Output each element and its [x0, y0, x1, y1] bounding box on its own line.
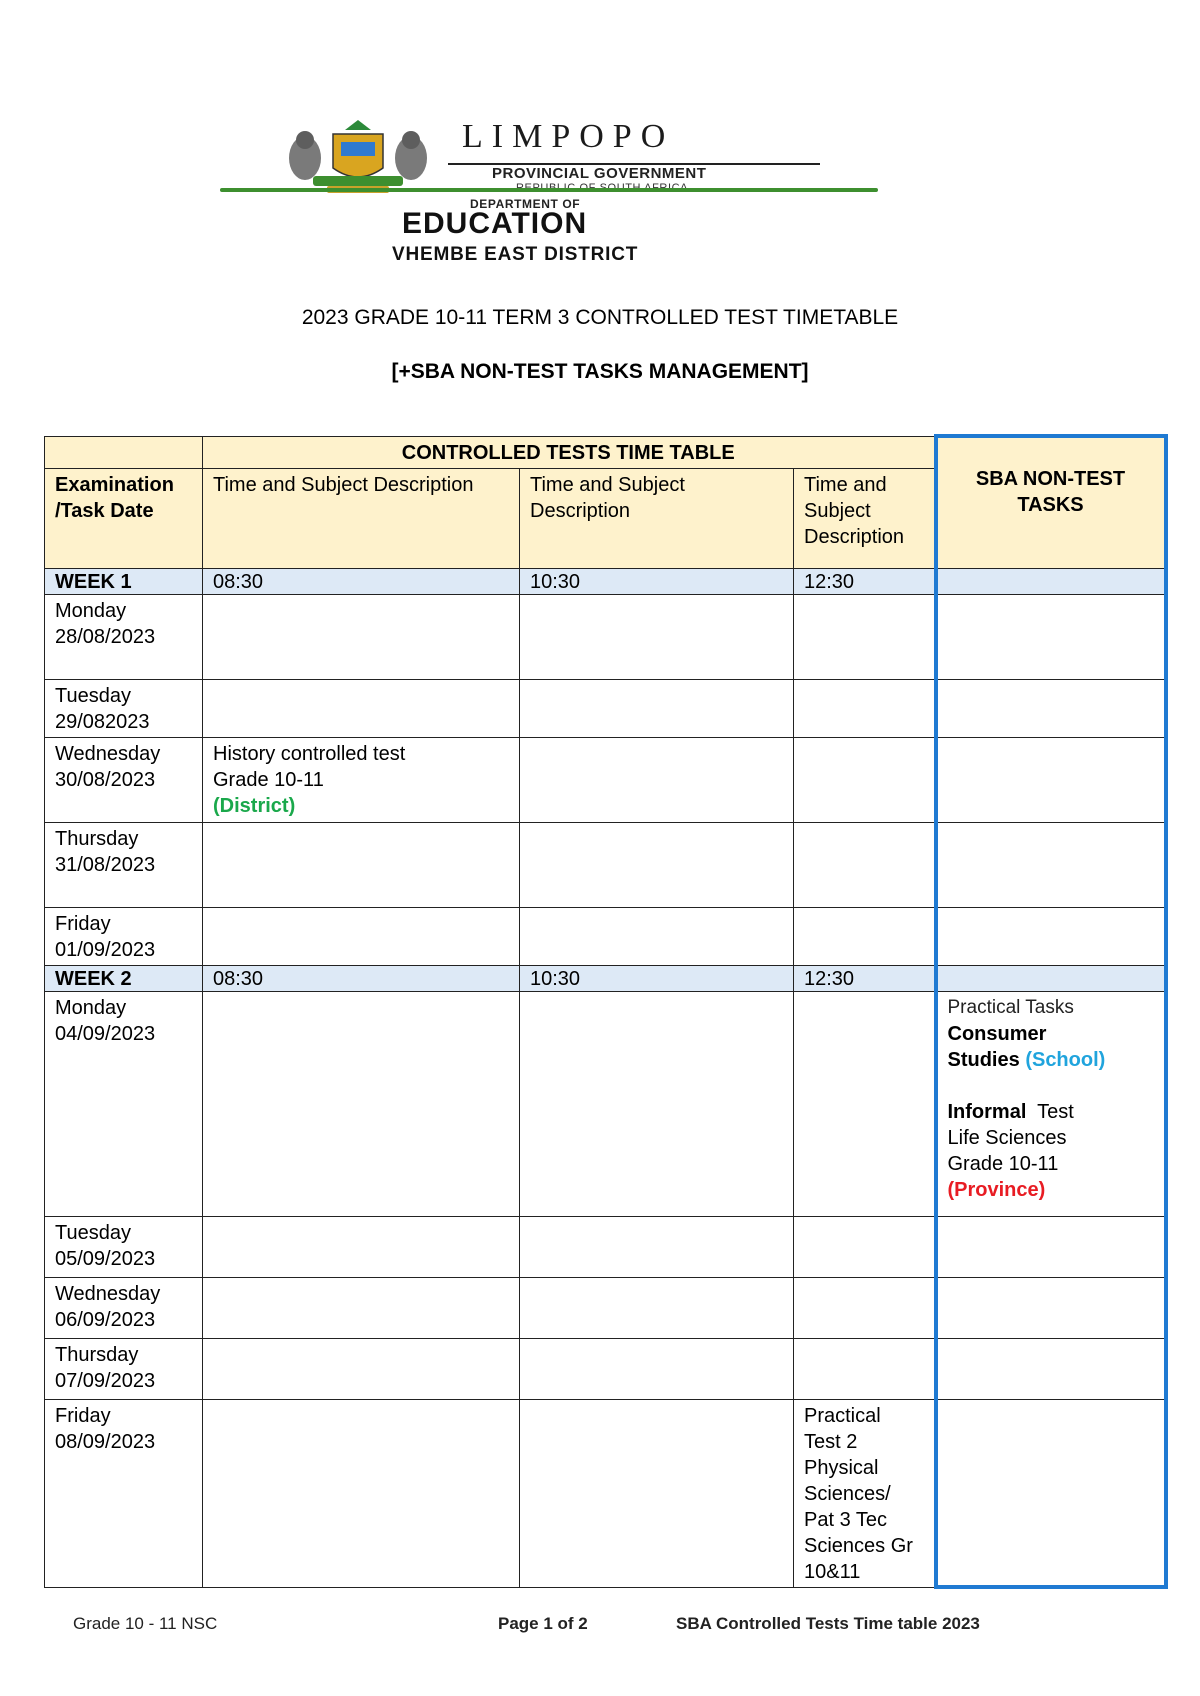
day-name: Thursday	[55, 827, 139, 850]
table-row	[45, 1277, 1166, 1338]
sba-task-1-line2	[948, 1047, 1154, 1073]
sba-column-header: SBA NON-TEST TASKS	[936, 436, 1166, 568]
letterhead	[0, 110, 1200, 270]
subject-cell	[794, 991, 936, 1216]
practical-line: Practical	[804, 1404, 881, 1427]
subject-cell	[203, 679, 520, 737]
date-cell	[45, 1277, 203, 1338]
date-value: 28/08/2023	[55, 625, 156, 648]
subject-cell	[203, 991, 520, 1216]
time-slot: 08:30	[203, 568, 520, 594]
province-tag: (Province)	[947, 1178, 1046, 1201]
school-tag: (School)	[1025, 1048, 1106, 1071]
date-value: 04/09/2023	[55, 1022, 156, 1045]
spacer	[948, 1073, 1154, 1099]
table-row	[45, 1338, 1166, 1399]
subject-cell	[794, 679, 936, 737]
subject-cell	[794, 594, 936, 679]
subject-cell	[203, 1277, 520, 1338]
test-grade: Grade 10-11	[213, 768, 324, 791]
sba-cell	[936, 907, 1166, 965]
footer-page-number: Page 1 of 2	[498, 1614, 588, 1633]
date-cell	[45, 737, 203, 822]
subject-cell	[203, 1338, 520, 1399]
header-subject-1: Time and Subject Description	[203, 468, 520, 568]
subject-cell	[794, 737, 936, 822]
time-slot: 10:30	[520, 965, 794, 991]
date-value: 29/082023	[55, 710, 150, 733]
table-row	[45, 1216, 1166, 1277]
sba-task-1-subject: Studies	[947, 1048, 1020, 1071]
day-name: Friday	[55, 912, 111, 935]
sba-cell	[936, 965, 1166, 991]
week-label: WEEK 2	[45, 965, 203, 991]
logo-subtitle: PROVINCIAL GOVERNMENT	[492, 165, 707, 182]
footer-left: Grade 10 - 11 NSC	[73, 1614, 218, 1633]
logo-title: LIMPOPO	[462, 118, 675, 155]
sba-cell	[936, 594, 1166, 679]
table-row	[45, 907, 1166, 965]
week-label: WEEK 1	[45, 568, 203, 594]
subject-cell	[203, 737, 520, 822]
table-row	[45, 991, 1166, 1216]
day-name: Wednesday	[55, 742, 161, 765]
day-name: Tuesday	[55, 1221, 131, 1244]
practical-line: Sciences Gr	[804, 1534, 913, 1557]
document-title: 2023 GRADE 10-11 TERM 3 CONTROLLED TEST TIMETABLE	[301, 306, 899, 329]
date-cell	[45, 1399, 203, 1587]
date-value: 07/09/2023	[55, 1369, 156, 1392]
test-name: History controlled test	[213, 742, 406, 765]
day-name: Thursday	[55, 1343, 139, 1366]
subject-cell	[520, 1399, 794, 1587]
subject-cell	[794, 1277, 936, 1338]
district-tag: (District)	[213, 794, 296, 817]
day-name: Wednesday	[55, 1282, 161, 1305]
subject-cell	[520, 737, 794, 822]
date-value: 30/08/2023	[55, 768, 156, 791]
time-slot: 08:30	[203, 965, 520, 991]
day-name: Tuesday	[55, 684, 131, 707]
week-row	[45, 965, 1166, 991]
date-cell	[45, 679, 203, 737]
header-date: Examination /Task Date	[45, 468, 203, 568]
sba-cell	[936, 822, 1166, 907]
logo-green-bar	[220, 188, 878, 192]
department-name: EDUCATION	[402, 207, 588, 240]
subject-cell	[520, 679, 794, 737]
table-row	[45, 737, 1166, 822]
sba-task-2	[948, 1099, 1154, 1125]
subject-cell	[794, 907, 936, 965]
header-empty-cell	[45, 436, 203, 468]
date-value: 08/09/2023	[55, 1430, 156, 1453]
subject-cell	[203, 1216, 520, 1277]
controlled-tests-title: CONTROLLED TESTS TIME TABLE	[203, 436, 936, 468]
practical-line: 10&11	[804, 1560, 861, 1583]
subject-cell	[794, 1338, 936, 1399]
subject-cell	[520, 1338, 794, 1399]
table-row	[45, 594, 1166, 679]
date-cell	[45, 907, 203, 965]
date-cell	[45, 1216, 203, 1277]
footer-right: SBA Controlled Tests Time table 2023	[676, 1614, 980, 1633]
time-slot: 10:30	[520, 568, 794, 594]
subject-cell	[520, 991, 794, 1216]
coat-of-arms-logo	[283, 120, 433, 195]
subject-cell	[203, 822, 520, 907]
table-header-row	[45, 436, 1166, 468]
header-subject-3: Time and Subject Description	[794, 468, 936, 568]
date-value: 05/09/2023	[55, 1247, 156, 1270]
subject-cell	[203, 594, 520, 679]
sba-cell	[936, 1338, 1166, 1399]
practical-line: Physical	[804, 1456, 879, 1479]
practical-line: Sciences/	[804, 1482, 891, 1505]
date-cell	[45, 822, 203, 907]
date-value: 31/08/2023	[55, 853, 156, 876]
date-cell	[45, 991, 203, 1216]
sba-task-1: Consumer	[947, 1022, 1047, 1045]
day-name: Monday	[55, 996, 127, 1019]
header-subject-2: Time and Subject Description	[520, 468, 794, 568]
date-value: 06/09/2023	[55, 1308, 156, 1331]
subject-cell	[203, 907, 520, 965]
sba-cell	[936, 568, 1166, 594]
table-row	[45, 822, 1166, 907]
subject-cell	[794, 822, 936, 907]
sba-task-2-subject: Life Sciences	[947, 1126, 1067, 1149]
time-slot: 12:30	[794, 965, 936, 991]
sba-cell	[936, 1277, 1166, 1338]
subject-cell	[520, 1277, 794, 1338]
subject-cell	[520, 907, 794, 965]
practical-line: Pat 3 Tec	[804, 1508, 888, 1531]
sba-task-2-grade: Grade 10-11	[947, 1152, 1059, 1175]
subject-cell	[794, 1216, 936, 1277]
date-cell	[45, 1338, 203, 1399]
date-cell	[45, 594, 203, 679]
table-row	[45, 679, 1166, 737]
date-value: 01/09/2023	[55, 938, 156, 961]
sba-cell	[936, 1399, 1166, 1587]
table-row	[45, 1399, 1166, 1587]
sba-heading: Practical Tasks	[947, 996, 1074, 1018]
timetable	[44, 434, 1168, 1589]
subject-cell	[203, 1399, 520, 1587]
subject-cell	[520, 822, 794, 907]
sba-cell	[936, 679, 1166, 737]
sba-task-2-kind: Test	[1037, 1100, 1074, 1123]
week-row	[45, 568, 1166, 594]
day-name: Monday	[55, 599, 127, 622]
district-name: VHEMBE EAST DISTRICT	[392, 244, 639, 265]
document-subtitle: [+SBA NON-TEST TASKS MANAGEMENT]	[391, 360, 809, 383]
department-of: DEPARTMENT OF	[470, 197, 581, 211]
time-slot: 12:30	[794, 568, 936, 594]
practical-line: Test 2	[804, 1430, 858, 1453]
subject-cell	[520, 594, 794, 679]
sba-task-2-type: Informal	[947, 1100, 1027, 1123]
subject-cell	[794, 1399, 936, 1587]
subject-cell	[520, 1216, 794, 1277]
sba-cell	[936, 737, 1166, 822]
day-name: Friday	[55, 1404, 111, 1427]
sba-cell	[936, 991, 1166, 1216]
sba-cell	[936, 1216, 1166, 1277]
